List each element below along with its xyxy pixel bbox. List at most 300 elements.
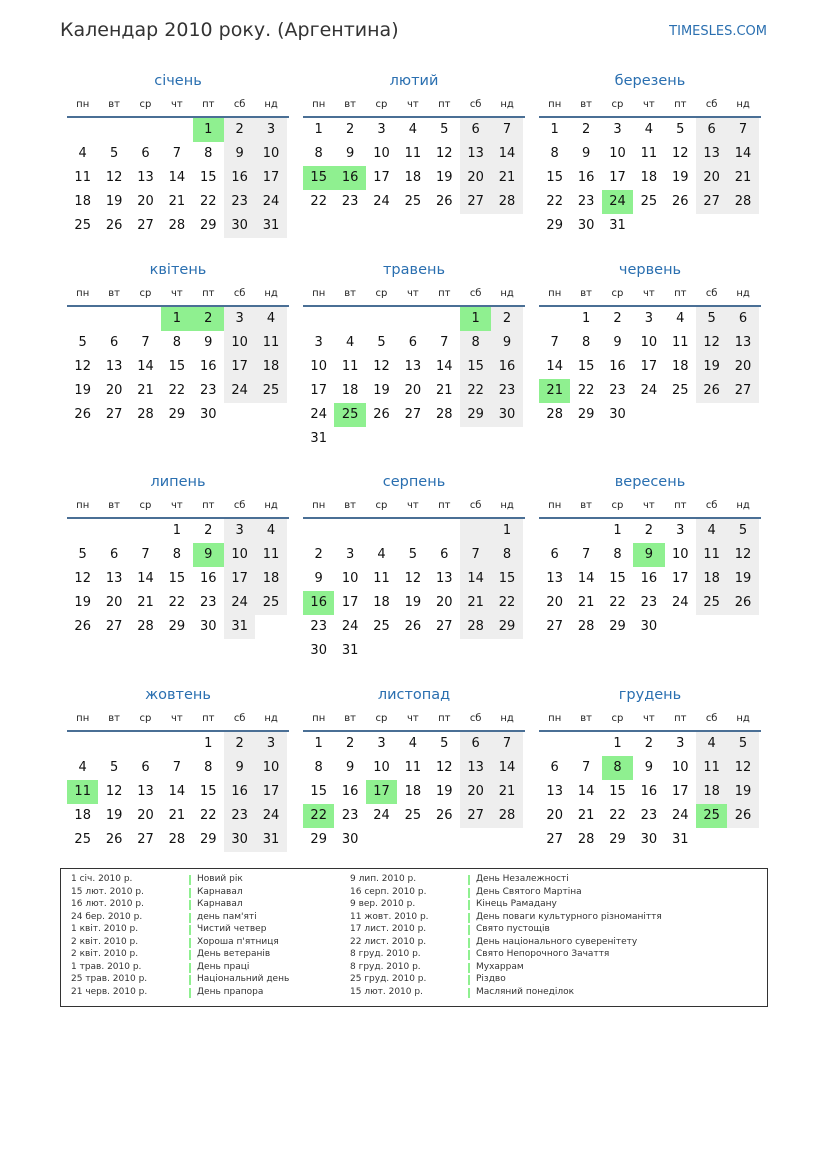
- weekend-day-cell: 28: [491, 190, 522, 214]
- weekend-day-cell: 21: [727, 166, 758, 190]
- day-cell: 12: [671, 146, 689, 161]
- day-cell: 22: [199, 194, 217, 209]
- weekend-day-cell: 30: [224, 214, 255, 238]
- day-cell: 8: [204, 146, 213, 161]
- day-cell: 22: [310, 194, 327, 209]
- day-cell: 15: [546, 170, 563, 185]
- day-cell: 30: [199, 407, 217, 422]
- day-cell: 4: [676, 311, 685, 326]
- empty-day-cell: [727, 615, 758, 639]
- day-cell: 2: [644, 736, 653, 751]
- weekday-label: ср: [611, 500, 624, 511]
- week-row: [303, 379, 525, 403]
- day-cell: 19: [74, 595, 91, 610]
- weekend-day-cell: 3: [224, 519, 255, 543]
- day-cell: 29: [546, 218, 563, 233]
- holiday-day-cell: 16: [303, 591, 334, 615]
- day-cell: 4: [408, 736, 417, 751]
- weekend-day-cell: 23: [224, 804, 255, 828]
- day-cell: 8: [314, 146, 323, 161]
- day-cell: 30: [640, 619, 658, 634]
- legend-holiday-name: День ветеранів: [197, 949, 271, 959]
- day-cell: 30: [609, 407, 626, 422]
- day-cell: 26: [435, 808, 453, 823]
- weekday-label: пн: [76, 99, 90, 110]
- day-cell: 5: [676, 122, 685, 137]
- month-name: червень: [618, 262, 682, 278]
- weekend-day-cell: 11: [696, 756, 727, 780]
- day-cell: 18: [74, 194, 91, 209]
- week-row: [67, 307, 289, 331]
- day-cell: 10: [341, 571, 359, 586]
- day-cell: 11: [640, 146, 658, 161]
- day-cell: 9: [581, 146, 591, 161]
- day-cell: 19: [671, 170, 689, 185]
- weekend-day-cell: 5: [727, 519, 758, 543]
- day-cell: 6: [440, 547, 449, 562]
- day-cell: 1: [172, 523, 181, 538]
- day-cell: 16: [199, 571, 217, 586]
- weekend-day-cell: 4: [696, 519, 727, 543]
- legend-holiday-name: День Святого Мартіна: [476, 886, 582, 897]
- legend-holiday-name: Новий рік: [197, 874, 243, 884]
- weekday-label: чт: [407, 713, 419, 724]
- weekend-day-cell: 2: [224, 732, 255, 756]
- holiday-day-cell: 17: [366, 780, 397, 804]
- day-cell: 16: [640, 784, 658, 799]
- empty-day-cell: [130, 307, 161, 331]
- day-cell: 31: [310, 431, 327, 446]
- day-cell: 24: [373, 194, 390, 209]
- day-cell: 6: [408, 335, 417, 350]
- day-cell: 27: [105, 407, 123, 422]
- weekday-label: ср: [375, 713, 388, 724]
- day-cell: 2: [204, 523, 213, 538]
- week-row: [67, 403, 289, 427]
- day-cell: 14: [137, 359, 154, 374]
- legend-date: 9 вер. 2010 р.: [350, 899, 416, 909]
- legend-marker: [189, 925, 191, 935]
- legend-marker: [468, 963, 470, 973]
- legend-date: 1 трав. 2010 р.: [71, 961, 142, 972]
- weekday-label: пн: [548, 500, 562, 511]
- day-cell: 15: [609, 571, 626, 586]
- weekend-day-cell: 5: [696, 307, 727, 331]
- holiday-day-cell: 2: [193, 307, 224, 331]
- day-cell: 7: [550, 335, 559, 350]
- legend-holiday-name: Кінець Рамадану: [476, 899, 557, 909]
- day-cell: 3: [377, 122, 386, 137]
- day-cell: 29: [609, 619, 626, 634]
- empty-day-cell: [98, 732, 129, 756]
- day-cell: 7: [440, 335, 449, 350]
- legend-holiday-name: Масляний понеділок: [476, 986, 575, 997]
- weekend-day-cell: 20: [727, 355, 758, 379]
- weekday-label: сб: [469, 713, 482, 724]
- weekend-day-cell: 22: [491, 591, 522, 615]
- day-cell: 14: [577, 784, 595, 799]
- weekday-label: сб: [705, 99, 718, 110]
- legend-date: 17 лист. 2010 р.: [350, 924, 427, 934]
- day-cell: 1: [314, 736, 323, 751]
- weekday-label: вт: [108, 288, 120, 299]
- legend-holiday-name: Мухаррам: [476, 961, 524, 972]
- weekday-label: ср: [139, 713, 152, 724]
- weekday-label: вт: [344, 288, 356, 299]
- day-cell: 17: [609, 170, 626, 185]
- legend-marker: [189, 875, 191, 885]
- day-cell: 16: [609, 359, 626, 374]
- weekend-day-cell: 18: [696, 567, 727, 591]
- weekend-day-cell: 1: [491, 519, 522, 543]
- weekday-label: пт: [674, 500, 687, 511]
- weekend-day-cell: 9: [224, 756, 255, 780]
- legend-date: 25 трав. 2010 р.: [71, 974, 148, 984]
- weekday-label: чт: [407, 288, 419, 299]
- weekday-label: нд: [736, 713, 750, 724]
- day-cell: 28: [168, 218, 186, 233]
- legend-holiday-name: Різдво: [476, 974, 506, 984]
- week-row: [539, 331, 761, 355]
- weekday-label: сб: [705, 713, 718, 724]
- month-name: листопад: [377, 687, 451, 703]
- weekday-label: пт: [202, 99, 215, 110]
- day-cell: 21: [577, 808, 595, 823]
- empty-day-cell: [98, 118, 129, 142]
- day-cell: 5: [78, 547, 87, 562]
- weekday-label: пн: [312, 288, 326, 299]
- week-row: [303, 331, 525, 355]
- day-cell: 20: [137, 194, 154, 209]
- week-row: [303, 639, 525, 663]
- day-cell: 8: [613, 547, 622, 562]
- weekday-label: ср: [611, 288, 624, 299]
- day-cell: 13: [546, 784, 563, 799]
- day-cell: 26: [404, 619, 422, 634]
- day-cell: 31: [341, 643, 359, 658]
- weekday-label: вт: [108, 500, 120, 511]
- site-link[interactable]: TIMESLES.COM: [669, 24, 767, 39]
- empty-day-cell: [303, 307, 334, 331]
- legend-marker: [189, 975, 191, 985]
- weekend-day-cell: 26: [727, 804, 758, 828]
- weekday-label: ср: [375, 288, 388, 299]
- weekend-day-cell: 7: [491, 732, 522, 756]
- week-row: [303, 307, 525, 331]
- legend-item: [61, 912, 289, 925]
- week-row: [67, 780, 289, 804]
- weekday-label: пн: [548, 288, 562, 299]
- day-cell: 10: [671, 547, 689, 562]
- empty-day-cell: [397, 828, 428, 852]
- legend-holiday-name: День праці: [197, 961, 250, 972]
- day-cell: 11: [671, 335, 689, 350]
- weekend-day-cell: 24: [255, 190, 286, 214]
- day-cell: 23: [577, 194, 595, 209]
- weekend-day-cell: 16: [224, 780, 255, 804]
- weekday-label: ср: [611, 99, 624, 110]
- empty-day-cell: [696, 615, 727, 639]
- weekend-day-cell: 23: [491, 379, 522, 403]
- day-cell: 6: [141, 760, 150, 775]
- weekend-day-cell: 25: [255, 591, 286, 615]
- week-row: [539, 379, 761, 403]
- weekday-label: нд: [736, 288, 750, 299]
- empty-day-cell: [98, 519, 129, 543]
- empty-day-cell: [366, 519, 397, 543]
- day-cell: 12: [435, 146, 453, 161]
- weekend-day-cell: 13: [460, 142, 491, 166]
- weekend-day-cell: 7: [727, 118, 758, 142]
- legend-item: [340, 924, 662, 937]
- weekend-day-cell: 20: [696, 166, 727, 190]
- weekday-label: вт: [580, 288, 592, 299]
- week-row: [303, 804, 525, 828]
- weekend-day-cell: 18: [696, 780, 727, 804]
- weekend-day-cell: 2: [224, 118, 255, 142]
- empty-day-cell: [491, 828, 522, 852]
- day-grid: [67, 307, 289, 427]
- day-cell: 28: [137, 619, 154, 634]
- weekend-day-cell: 9: [491, 331, 522, 355]
- day-cell: 17: [373, 170, 390, 185]
- weekday-label: пт: [202, 500, 215, 511]
- day-cell: 6: [550, 760, 559, 775]
- holiday-day-cell: 22: [303, 804, 334, 828]
- day-cell: 28: [546, 407, 563, 422]
- empty-day-cell: [539, 519, 570, 543]
- weekend-day-cell: 9: [224, 142, 255, 166]
- day-grid: [303, 118, 525, 214]
- legend-holiday-name: Чистий четвер: [197, 924, 267, 934]
- day-cell: 28: [435, 407, 453, 422]
- weekend-day-cell: 24: [224, 379, 255, 403]
- weekday-label: пт: [674, 288, 687, 299]
- day-grid: [539, 519, 761, 639]
- weekend-day-cell: 4: [696, 732, 727, 756]
- day-cell: 30: [310, 643, 327, 658]
- day-cell: 11: [404, 760, 422, 775]
- week-row: [539, 567, 761, 591]
- week-row: [67, 331, 289, 355]
- weekday-label: нд: [736, 99, 750, 110]
- day-cell: 12: [435, 760, 453, 775]
- day-cell: 14: [168, 784, 186, 799]
- empty-day-cell: [665, 214, 696, 238]
- weekend-day-cell: 30: [491, 403, 522, 427]
- week-row: [303, 780, 525, 804]
- weekday-label: пн: [76, 713, 90, 724]
- week-row: [539, 142, 761, 166]
- legend-holiday-name: День прапора: [197, 986, 264, 997]
- weekend-day-cell: 31: [224, 615, 255, 639]
- week-row: [67, 756, 289, 780]
- weekday-label: чт: [171, 500, 183, 511]
- weekday-label: чт: [643, 713, 655, 724]
- holiday-day-cell: 25: [696, 804, 727, 828]
- weekend-day-cell: 25: [696, 591, 727, 615]
- legend-marker: [468, 913, 470, 923]
- day-cell: 3: [377, 736, 386, 751]
- empty-day-cell: [696, 214, 727, 238]
- day-cell: 3: [613, 122, 622, 137]
- legend-date: 15 лют. 2010 р.: [350, 986, 423, 997]
- weekday-label: пн: [76, 500, 90, 511]
- weekend-day-cell: 5: [727, 732, 758, 756]
- weekday-label: пт: [674, 713, 687, 724]
- weekday-label: пт: [202, 288, 215, 299]
- legend-marker: [468, 975, 470, 985]
- weekday-label: сб: [469, 500, 482, 511]
- day-cell: 25: [404, 194, 422, 209]
- weekday-header: [303, 99, 525, 113]
- day-cell: 14: [137, 571, 154, 586]
- day-cell: 25: [404, 808, 422, 823]
- month-name: вересень: [614, 474, 686, 490]
- weekend-day-cell: 12: [696, 331, 727, 355]
- empty-day-cell: [727, 403, 758, 427]
- legend-date: 24 бер. 2010 р.: [71, 911, 143, 922]
- legend-holiday-name: Національний день: [197, 974, 290, 984]
- weekday-label: ср: [139, 500, 152, 511]
- day-cell: 22: [609, 808, 626, 823]
- day-cell: 29: [577, 407, 595, 422]
- weekday-header: [67, 500, 289, 514]
- day-cell: 18: [404, 784, 422, 799]
- week-row: [67, 355, 289, 379]
- week-row: [539, 591, 761, 615]
- day-cell: 31: [609, 218, 626, 233]
- weekday-label: вт: [344, 99, 356, 110]
- week-row: [539, 118, 761, 142]
- day-cell: 13: [137, 170, 154, 185]
- empty-day-cell: [224, 403, 255, 427]
- weekday-label: нд: [500, 99, 514, 110]
- empty-day-cell: [98, 307, 129, 331]
- weekend-day-cell: 24: [255, 804, 286, 828]
- weekday-header: [67, 713, 289, 727]
- weekend-day-cell: 11: [696, 543, 727, 567]
- day-cell: 24: [671, 595, 689, 610]
- day-cell: 23: [609, 383, 626, 398]
- day-cell: 9: [613, 335, 622, 350]
- legend-date: 16 серп. 2010 р.: [350, 886, 427, 897]
- empty-day-cell: [366, 828, 397, 852]
- holiday-day-cell: 25: [334, 403, 365, 427]
- legend-item: [61, 962, 289, 975]
- weekend-day-cell: 20: [460, 166, 491, 190]
- weekday-label: сб: [469, 99, 482, 110]
- legend-marker: [468, 938, 470, 948]
- day-cell: 3: [644, 311, 653, 326]
- weekend-day-cell: 13: [460, 756, 491, 780]
- week-row: [67, 118, 289, 142]
- empty-day-cell: [727, 214, 758, 238]
- legend-holiday-name: Свято пустощів: [476, 924, 550, 934]
- legend-item: [340, 962, 662, 975]
- week-row: [303, 519, 525, 543]
- day-cell: 13: [105, 359, 123, 374]
- day-cell: 1: [550, 122, 559, 137]
- day-cell: 1: [613, 523, 622, 538]
- weekend-day-cell: 13: [727, 331, 758, 355]
- day-grid: [303, 732, 525, 852]
- empty-day-cell: [429, 427, 460, 451]
- weekday-label: пн: [312, 99, 326, 110]
- day-cell: 15: [168, 571, 186, 586]
- day-cell: 13: [404, 359, 422, 374]
- weekend-day-cell: 10: [255, 756, 286, 780]
- day-cell: 8: [172, 547, 181, 562]
- weekend-day-cell: 14: [491, 142, 522, 166]
- day-cell: 17: [341, 595, 359, 610]
- weekend-day-cell: 28: [727, 190, 758, 214]
- empty-day-cell: [397, 519, 428, 543]
- empty-day-cell: [665, 403, 696, 427]
- weekend-day-cell: 27: [460, 190, 491, 214]
- legend-marker: [468, 875, 470, 885]
- empty-day-cell: [665, 615, 696, 639]
- week-row: [303, 543, 525, 567]
- empty-day-cell: [429, 519, 460, 543]
- day-cell: 9: [204, 335, 213, 350]
- weekend-day-cell: 16: [491, 355, 522, 379]
- day-cell: 1: [314, 122, 323, 137]
- weekday-header: [303, 713, 525, 727]
- legend-item: [340, 974, 662, 987]
- week-row: [303, 756, 525, 780]
- legend-marker: [189, 950, 191, 960]
- day-cell: 5: [109, 146, 119, 161]
- weekday-label: сб: [705, 288, 718, 299]
- legend-date: 2 квіт. 2010 р.: [71, 949, 139, 959]
- day-cell: 4: [345, 335, 355, 350]
- weekday-label: чт: [407, 500, 419, 511]
- weekday-label: нд: [264, 288, 278, 299]
- day-cell: 2: [581, 122, 591, 137]
- day-cell: 7: [172, 760, 181, 775]
- day-cell: 27: [137, 832, 154, 847]
- legend-marker: [468, 988, 470, 998]
- legend-marker: [189, 888, 191, 898]
- day-cell: 25: [671, 383, 689, 398]
- legend-item: [61, 874, 289, 887]
- weekend-day-cell: 8: [491, 543, 522, 567]
- week-row: [67, 142, 289, 166]
- day-cell: 1: [204, 736, 213, 751]
- empty-day-cell: [67, 519, 98, 543]
- weekday-label: пн: [76, 288, 90, 299]
- empty-day-cell: [397, 427, 428, 451]
- day-cell: 7: [581, 547, 591, 562]
- week-row: [67, 543, 289, 567]
- day-cell: 19: [435, 784, 453, 799]
- week-row: [303, 403, 525, 427]
- legend-marker: [189, 963, 191, 973]
- weekend-day-cell: 26: [727, 591, 758, 615]
- week-row: [539, 403, 761, 427]
- week-row: [303, 142, 525, 166]
- week-row: [539, 355, 761, 379]
- weekend-day-cell: 29: [491, 615, 522, 639]
- weekday-label: сб: [233, 288, 246, 299]
- weekday-label: нд: [264, 99, 278, 110]
- week-row: [67, 214, 289, 238]
- weekend-day-cell: 6: [696, 118, 727, 142]
- day-cell: 8: [550, 146, 559, 161]
- weekend-day-cell: 7: [491, 118, 522, 142]
- day-cell: 2: [345, 122, 355, 137]
